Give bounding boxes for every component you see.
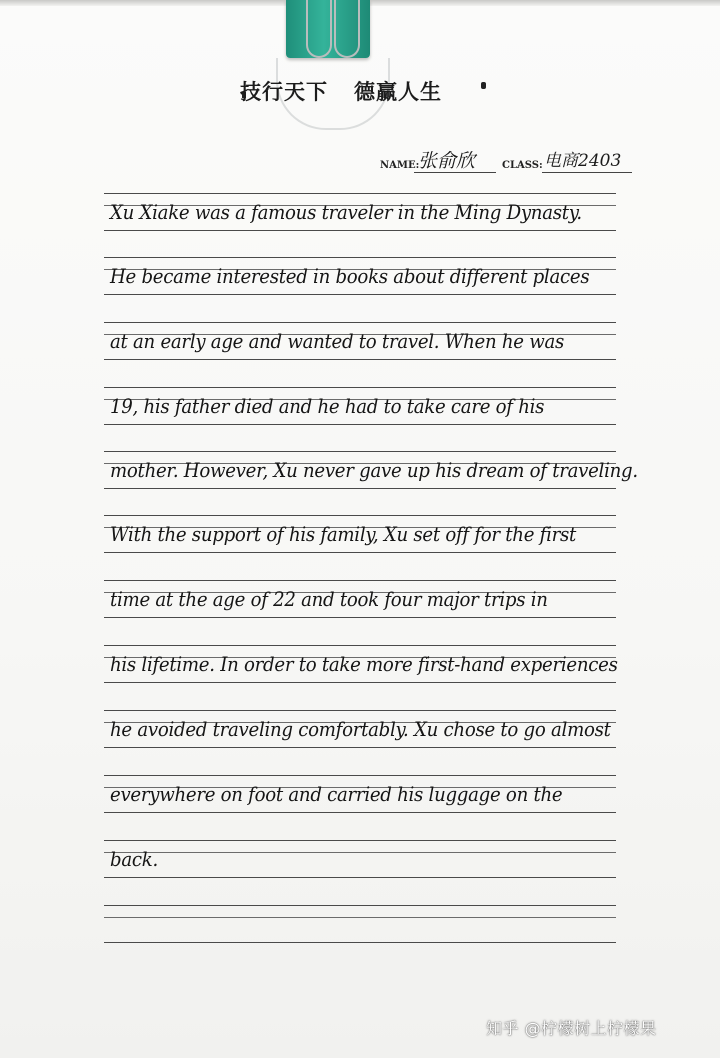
motto-left: 技行天下 [240, 80, 328, 104]
rule-line [104, 424, 616, 425]
rule-line [104, 193, 616, 194]
rule-line [104, 515, 616, 516]
name-underline [414, 172, 496, 173]
rule-line [104, 905, 616, 906]
class-underline [542, 172, 632, 173]
rule-line [104, 710, 616, 711]
essay-line: mother. However, Xu never gave up his dream of traveling. [110, 459, 638, 482]
rule-line [104, 488, 616, 489]
rule-line [104, 877, 616, 878]
rule-line [104, 294, 616, 295]
motto-right: 德赢人生 [354, 80, 442, 104]
class-value: 电商2403 [544, 151, 622, 171]
name-label: NAME: [380, 160, 420, 171]
rule-line [104, 617, 616, 618]
watermark: 知乎 @柠檬树上柠檬果 [486, 1019, 657, 1038]
rule-line [104, 580, 616, 581]
rule-line [104, 812, 616, 813]
rule-line [104, 451, 616, 452]
binder-clip-wire-right [334, 0, 360, 58]
binder-clip-wire-left [306, 0, 332, 58]
essay-line: Xu Xiake was a famous traveler in the Ming Dynasty. [110, 201, 582, 224]
essay-line: With the support of his family, Xu set off for the first [110, 523, 577, 546]
essay-line: at an early age and wanted to travel. When he was [110, 330, 565, 353]
essay-line: 19, his father died and he had to take care of his [110, 395, 545, 418]
motto [240, 76, 500, 106]
rule-line [104, 387, 616, 388]
rule-line [104, 682, 616, 683]
rule-line [104, 840, 616, 841]
rule-line [104, 257, 616, 258]
rule-line [104, 322, 616, 323]
essay-line: he avoided traveling comfortably. Xu chose to go almost [110, 718, 611, 741]
essay-line: He became interested in books about different places [110, 265, 590, 288]
rule-line [104, 917, 616, 918]
name-value: 张俞欣 [418, 150, 476, 172]
rule-line [104, 942, 616, 943]
essay-line: back. [110, 848, 158, 871]
rule-line [104, 645, 616, 646]
essay-line: everywhere on foot and carried his luggage on the [110, 783, 563, 806]
rule-line [104, 747, 616, 748]
essay-line: time at the age of 22 and took four major trips in [110, 588, 548, 611]
essay-line: his lifetime. In order to take more first-hand experiences [110, 653, 618, 676]
class-label: CLASS: [502, 160, 543, 171]
rule-line [104, 775, 616, 776]
rule-line [104, 552, 616, 553]
rule-line [104, 230, 616, 231]
rule-line [104, 359, 616, 360]
motto-mark-end [481, 82, 486, 89]
